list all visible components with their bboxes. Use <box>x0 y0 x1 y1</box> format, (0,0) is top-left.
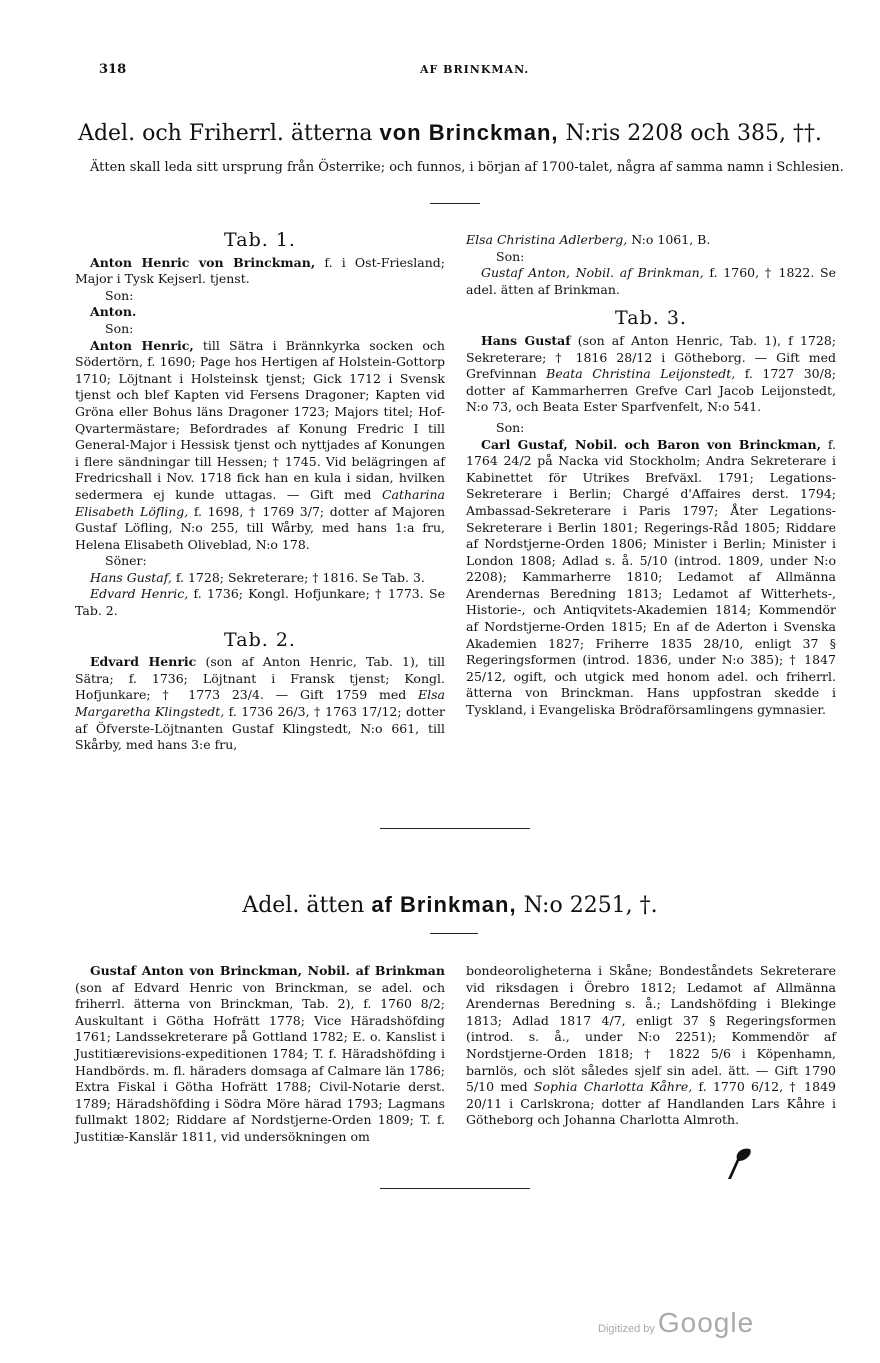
section1-title-name: von Brinckman, <box>379 120 559 145</box>
anton-henric-name: Anton Henric, <box>90 337 194 353</box>
section2-title <box>60 892 840 918</box>
google-logo: Google <box>657 1307 755 1338</box>
tab2-entry: Edvard Henric (son af Anton Henric, Tab. 1), till Sätra; f. 1736; Löjtnant i Fransk tjenst; Kongl. Hofjunkare; † 1773 23/4. — Gift 1759 med Elsa Margaretha Klingstedt, f. 1736 26/3, † 1763 17/12; dotter af Öfverste-Löjtnanten Gustaf Klingstedt, N:o 661, till Skårby, med hans 3:e fru, <box>75 654 445 753</box>
running-head: AF BRINKMAN. <box>420 63 530 76</box>
section2-entry-continued: bondeoroligheterna i Skåne; Bondeståndets Sekreterare vid riksdagen i Örebro 1812; Ledamot af Allmänna Arendernas Beredning s. å.; Landshöfding i Blekinge 1813; Adlad 1817 4/7, enligt 37 § Regeringsformen (introd. s. å., under N:o 2251); Kommendör af Nordstjerne-Orden 1818; † 1822 5/6 i Köpenhamn, barnlös, och slöt således sjelf sin adel. ätt. — Gift 1790 5/10 med Sophia Charlotta Kåhre, f. 1770 6/12, † 1849 20/11 i Carlskrona; dotter af Handlanden Lars Kåhre i Götheborg och Johanna Charlotta Almroth. <box>466 963 836 1128</box>
son-label: Son: <box>105 287 134 303</box>
page-number: 318 <box>99 62 127 77</box>
section2-right-column <box>466 963 836 1129</box>
founder-name: Anton Henric von Brinckman, <box>90 254 316 270</box>
short-divider <box>430 933 478 934</box>
son-label: Son: <box>105 320 134 336</box>
hans-gustaf-name: Hans Gustaf <box>481 332 571 348</box>
anton-name: Anton. <box>90 304 137 320</box>
short-divider <box>430 203 480 204</box>
gustaf-anton-name: Gustaf Anton von Brinckman, Nobil. af Brinkman <box>90 963 445 978</box>
ink-mark-icon <box>724 1145 754 1181</box>
section2-title-suffix: N:o 2251, †. <box>523 893 658 918</box>
section1-right-column <box>466 232 836 719</box>
tab2-son-entry: Gustaf Anton, Nobil. af Brinkman, f. 1760, † 1822. Se adel. ätten af Brinkman. <box>466 265 836 297</box>
section1-title <box>60 120 840 146</box>
son-label: Son: <box>496 419 525 435</box>
tab1-heading: Tab. 1. <box>224 229 296 251</box>
section1-left-column <box>75 228 445 754</box>
tab3-entry: Hans Gustaf (son af Anton Henric, Tab. 1), f 1728; Sekreterare; † 1816 28/12 i Götheborg. — Gift med Grefvinnan Beata Christina Leijonstedt, f. 1727 30/8; dotter af Kammarherren Grefve Carl Jacob Leijonstedt, N:o 73, och Beata Ester Sparfvenfelt, N:o 541. <box>466 332 837 415</box>
tab2-heading: Tab. 2. <box>224 628 296 651</box>
carl-gustaf-name: Carl Gustaf, Nobil. och Baron von Brinckman, <box>481 436 821 452</box>
section2-left-column <box>75 963 445 1146</box>
tab3-heading: Tab. 3. <box>615 307 687 330</box>
soner-label: Söner: <box>105 553 147 569</box>
section1-intro: Ätten skall leda sitt ursprung från Österrike; och funnos, i början af 1700-talet, några af samma namn i Schlesien. <box>90 160 844 175</box>
section2-title-prefix: Adel. ätten <box>242 893 365 918</box>
son-entry-hans-gustaf: Hans Gustaf, f. 1728; Sekreterare; † 1816. Se Tab. 3. <box>90 569 425 585</box>
section2-title-name: af Brinkman, <box>371 892 517 917</box>
tab1-entry-anton-henric: Anton Henric, till Sätra i Brännkyrka socken och Södertörn, f. 1690; Page hos Hertigen af Holstein-Gottorp 1710; Löjtnant i Holsteinsk tjenst; Gick 1712 i Svensk tjenst och blef Kapten vid Fersens Dragoner; Kapten vid Gröna eller Bohus läns Dragoner 1723; Majors titel; Hof-Qvartermästare; Befordrades af Konung Fredric I till General-Major i Hessisk tjenst och nyttjades af Konungen i flere sändningar till Hessen; † 1745. Vid belägringen af Fredricshall i Nov. 1718 fick han en kula i sidan, hvilken sedermera ej kunde uttagas. — Gift med Catharina Elisabeth Löfling, f. 1698, † 1769 3/7; dotter af Majoren Gustaf Löfling, N:o 255, till Wårby, med hans 1:a fru, Helena Elisabeth Oliveblad, N:o 178. <box>75 337 446 552</box>
section-divider <box>380 828 530 829</box>
tab1-entry-founder: Anton Henric von Brinckman, f. i Ost-Friesland; Major i Tysk Kejserl. tjenst. <box>75 254 445 287</box>
section1-title-suffix: N:ris 2208 och 385, ††. <box>565 121 822 146</box>
tab2-entry-continued: Elsa Christina Adlerberg, N:o 1061, B. <box>466 232 711 247</box>
son-entry-edvard-henric: Edvard Henric, f. 1736; Kongl. Hofjunkare; † 1773. Se Tab. 2. <box>75 586 445 619</box>
bottom-divider <box>380 1188 530 1189</box>
digitized-watermark: Digitized by Google <box>598 1307 755 1338</box>
son-label: Son: <box>496 248 525 264</box>
tab3-son-entry: Carl Gustaf, Nobil. och Baron von Brinckman, f. 1764 24/2 på Nacka vid Stockholm; Andra Sekreterare i Kabinettet för Utrikes Brefväxl. 1791; Legations-Sekreterare i Berlin; Chargé d'Affaires derst. 1794; Ambassad-Sekreterare i Paris 1797; Åter Legations-Sekreterare i Berlin 1801; Regerings-Råd 1805; Riddare af Nordstjerne-Orden 1806; Minister i Berlin; Minister i London 1808; Adlad s. å. 5/10 (introd. 1809, under N:o 2208); Kammarherre 1810; Ledamot af Allmänna Arendernas Beredning 1813; Ledamot af Witterhets-, Historie-, och Antiqvitets-Akademien 1814; Kommendör af Nordstjerne-Orden 1815; En af de Aderton i Svenska Akademien 1827; Friherre 1835 28/10, enligt 37 § Regeringsformen (introd. 1836, under N:o 385); † 1847 25/12, ogift, och utgick med honom adel. och friherrl. ätterna von Brinckman. Hans uppfostran skedde i Tyskland, i Evangeliska Brödraförsamlingens gymnasier. <box>466 436 836 718</box>
section2-entry: Gustaf Anton von Brinckman, Nobil. af Brinkman (son af Edvard Henric von Brinckman, se adel. och friherrl. ätterna von Brinckman, Tab. 2), f. 1760 8/2; Auskultant i Götha Hofrätt 1778; Vice Häradshöfding 1761; Landssekreterare på Gottland 1782; E. o. Kanslist i Justitiærevisions-expeditionen 1784; T. f. Häradshöfding i Handbörds. m. fl. häraders domsaga af Calmare län 1786; Extra Fiskal i Götha Hofrätt 1788; Civil-Notarie derst. 1789; Häradshöfding i Södra Möre härad 1793; Lagmans fullmakt 1802; Riddare af Nordstjerne-Orden 1809; T. f. Justitiæ-Kanslär 1811, vid undersökningen om <box>75 963 445 1144</box>
edvard-henric-name: Edvard Henric <box>90 654 197 670</box>
section1-title-prefix: Adel. och Friherrl. ätterna <box>78 121 373 146</box>
